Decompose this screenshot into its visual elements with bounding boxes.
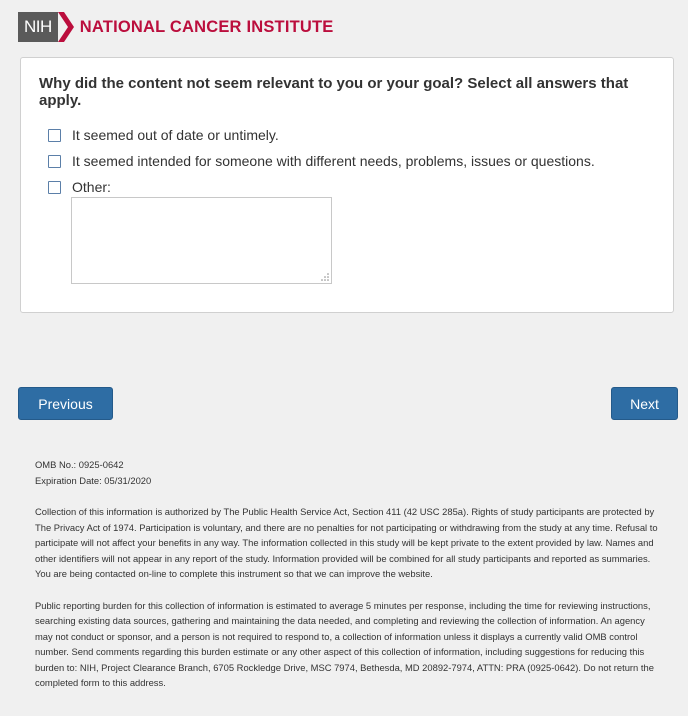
- option-label: Other:: [72, 179, 111, 195]
- option-other[interactable]: [48, 179, 111, 195]
- expiration-date: Expiration Date: 05/31/2020: [35, 474, 152, 486]
- previous-button[interactable]: Previous: [18, 387, 113, 420]
- nih-logo-text: NIH: [18, 12, 58, 42]
- resize-grip-icon[interactable]: [319, 271, 329, 281]
- burden-paragraph: Public reporting burden for this collection of information is estimated to average 5 minutes per response, including the time for reviewing instructions, searching existing data sources, gathering and maintaining the data needed, and completing and reviewing the collection of information. An agency may not conduct or sponsor, and a person is not required to respond to, a collection of information unless it displays a currently valid OMB control number. Send comments regarding this burden estimate or any other aspect of this collection of information, including suggestions for reducing this burden to: NIH, Project Clearance Branch, 6705 Rockledge Drive, MSC 7974, Bethesda, MD 20892-7974, ATTN: PRA (0925-0642). Do not return the completed form to this address.: [35, 599, 654, 688]
- site-header: [18, 12, 334, 42]
- nih-chevron-icon: [58, 12, 74, 42]
- checkbox-different-needs[interactable]: [48, 155, 61, 168]
- footer-disclaimer: [35, 457, 665, 691]
- omb-number: OMB No.: 0925-0642: [35, 459, 124, 470]
- other-textarea[interactable]: [71, 197, 332, 284]
- option-different-needs[interactable]: [48, 153, 595, 169]
- option-label: It seemed out of date or untimely.: [72, 127, 279, 143]
- survey-card: [20, 57, 674, 313]
- question-text: Why did the content not seem relevant to you or your goal? Select all answers that apply.: [39, 75, 629, 109]
- site-title[interactable]: NATIONAL CANCER INSTITUTE: [79, 17, 334, 36]
- option-out-of-date[interactable]: [48, 127, 279, 143]
- checkbox-other[interactable]: [48, 181, 61, 194]
- checkbox-out-of-date[interactable]: [48, 129, 61, 142]
- option-label: It seemed intended for someone with different needs, problems, issues or questions.: [72, 153, 595, 169]
- authority-paragraph: Collection of this information is authorized by The Public Health Service Act, Section 411 (42 USC 285a). Rights of study participants are protected by The Privacy Act of 1974. Participation is voluntary, and there are no penalties for not participating or withdrawing from the study at any time. Refusal to participate will not affect your benefits in any way. The information collected in this study will be kept private to the extent provided by law. Names and other identifiers will not appear in any report of the study. Information provided will be combined for all study participants and reported as summaries. You are being contacted on-line to complete this instrument so that we can improve the website.: [35, 506, 658, 579]
- nih-logo[interactable]: [18, 12, 74, 42]
- next-button[interactable]: Next: [611, 387, 678, 420]
